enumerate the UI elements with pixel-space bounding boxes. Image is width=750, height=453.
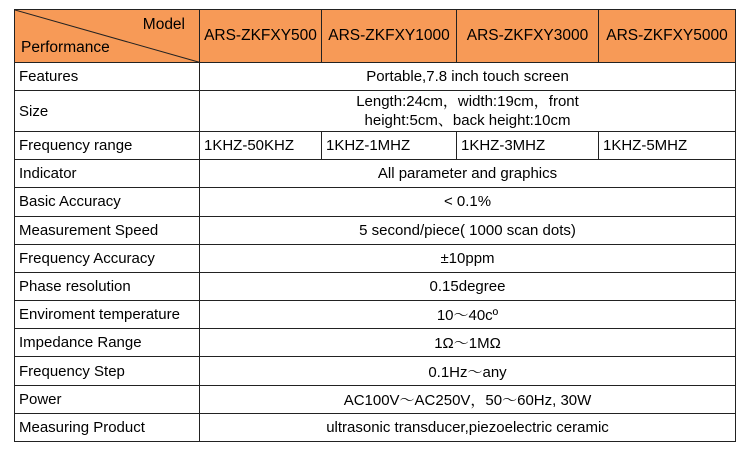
row-environment-temperature <box>15 301 736 329</box>
power-label: Power <box>15 385 200 413</box>
features-label: Features <box>15 63 200 91</box>
row-frequency-accuracy <box>15 244 736 272</box>
basic-accuracy-value: < 0.1% <box>200 188 736 216</box>
spec-table <box>14 9 736 442</box>
phase-resolution-value: 0.15degree <box>200 272 736 300</box>
row-phase-resolution <box>15 272 736 300</box>
impedance-range-value: 1Ω～1MΩ <box>200 329 736 357</box>
frequency-range-5000: 1KHZ-5MHZ <box>599 132 736 160</box>
indicator-label: Indicator <box>15 160 200 188</box>
row-size <box>15 91 736 132</box>
size-value-line1: Length:24cm，width:19cm，front <box>356 93 579 111</box>
model-header-3000: ARS-ZKFXY3000 <box>457 10 599 63</box>
model-header-500: ARS-ZKFXY500 <box>200 10 322 63</box>
model-header-5000: ARS-ZKFXY5000 <box>599 10 736 63</box>
phase-resolution-label: Phase resolution <box>15 272 200 300</box>
size-value <box>200 91 736 132</box>
measuring-product-value: ultrasonic transducer,piezoelectric ceramic <box>200 413 736 441</box>
frequency-range-label: Frequency range <box>15 132 200 160</box>
measurement-speed-label: Measurement Speed <box>15 216 200 244</box>
model-label: Model <box>142 16 185 33</box>
impedance-range-label: Impedance Range <box>15 329 200 357</box>
frequency-accuracy-label: Frequency Accuracy <box>15 244 200 272</box>
row-impedance-range <box>15 329 736 357</box>
frequency-step-label: Frequency Step <box>15 357 200 385</box>
row-basic-accuracy <box>15 188 736 216</box>
header-corner-cell <box>15 10 200 63</box>
frequency-range-500: 1KHZ-50KHZ <box>200 132 322 160</box>
row-frequency-step <box>15 357 736 385</box>
row-measurement-speed <box>15 216 736 244</box>
measurement-speed-value: 5 second/piece( 1000 scan dots) <box>200 216 736 244</box>
environment-temperature-label: Enviroment temperature <box>15 301 200 329</box>
frequency-range-1000: 1KHZ-1MHZ <box>322 132 457 160</box>
size-value-line2: height:5cm、back height:10cm <box>364 112 571 130</box>
row-frequency-range <box>15 132 736 160</box>
features-value: Portable,7.8 inch touch screen <box>200 63 736 91</box>
frequency-step-value: 0.1Hz～any <box>200 357 736 385</box>
row-measuring-product <box>15 413 736 441</box>
model-header-1000: ARS-ZKFXY1000 <box>322 10 457 63</box>
row-indicator <box>15 160 736 188</box>
header-row <box>15 10 736 63</box>
indicator-value: All parameter and graphics <box>200 160 736 188</box>
row-features <box>15 63 736 91</box>
basic-accuracy-label: Basic Accuracy <box>15 188 200 216</box>
frequency-accuracy-value: ±10ppm <box>200 244 736 272</box>
row-power <box>15 385 736 413</box>
size-label: Size <box>15 91 200 132</box>
frequency-range-3000: 1KHZ-3MHZ <box>457 132 599 160</box>
environment-temperature-value: 10～40cº <box>200 301 736 329</box>
measuring-product-label: Measuring Product <box>15 413 200 441</box>
performance-label: Performance <box>21 39 110 57</box>
power-value: AC100V～AC250V，50～60Hz, 30W <box>200 385 736 413</box>
